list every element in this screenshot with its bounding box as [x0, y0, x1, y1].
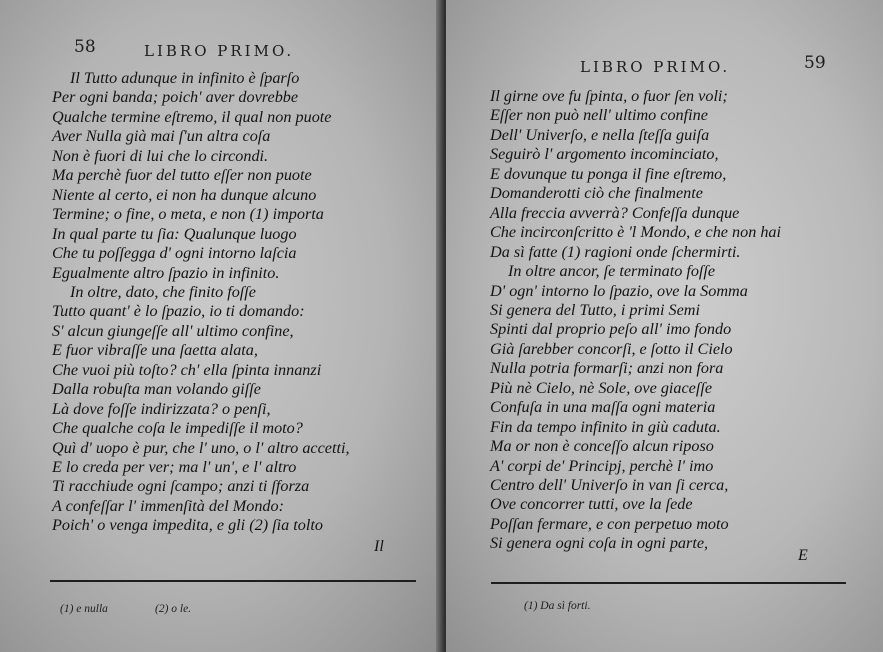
verse-line: Si genera del Tutto, i primi Semi: [490, 300, 700, 319]
verse-line: Da sì fatte (1) ragioni onde ſchermirti.: [490, 242, 741, 261]
verse-line: E lo creda per ver; ma l' un', e l' altro: [52, 458, 297, 476]
verse-line: Nulla potria formarſi; anzi non fora: [490, 359, 724, 378]
verse-line: Il Tutto adunque in infinito è ſparſo: [70, 69, 300, 87]
verse-line: Egualmente altro ſpazio in infinito.: [52, 263, 280, 282]
verse-line: A' corpi de' Principj, perchè l' imo: [490, 456, 714, 475]
verse-line: Già ſarebber concorſi, e ſotto il Cielo: [490, 339, 733, 358]
catchword: E: [798, 547, 808, 564]
verse-line: S' alcun giungeſſe all' ultimo confine,: [52, 321, 294, 340]
verse-line: Ma perchè fuor del tutto eſſer non puote: [52, 166, 312, 185]
verse-line: Ove concorrer tutti, ove la ſede: [490, 495, 693, 514]
verse-line: Tutto quant' è lo ſpazio, io ti domando:: [52, 302, 305, 321]
verse-line: Là dove foſſe indirizzata? o penſi,: [52, 399, 271, 418]
verse-line: Il girne ove fu ſpinta, o fuor ſen voli;: [490, 87, 728, 105]
verse-line: Dalla robuſta man volando giſſe: [52, 380, 261, 399]
verse-line: Ti racchiude ogni ſcampo; anzi ti ſforza: [52, 477, 310, 496]
catchword: Il: [374, 538, 384, 555]
verse-line: Quì d' uopo è pur, che l' uno, o l' altro accetti,: [52, 438, 350, 457]
verse-line: In qual parte tu ſia: Qualunque luogo: [52, 224, 297, 243]
footnote-1: (1) e nulla: [60, 603, 108, 615]
verse-line: Non è fuori di lui che lo circondi.: [52, 146, 269, 165]
verse-line: Termine; o fine, o meta, e non (1) importa: [52, 205, 324, 224]
verse-line: In oltre ancor, ſe terminato foſſe: [508, 262, 716, 281]
verse-line: Per ogni banda; poich' aver dovrebbe: [52, 88, 299, 107]
verse-line: Spinti dal proprio peſo all' imo fondo: [490, 320, 732, 339]
footnote-2: (2) o le.: [155, 603, 192, 615]
verse-line: Eſſer non può nell' ultimo confine: [490, 106, 708, 125]
verse-line: Centro dell' Univerſo in van ſi cerca,: [490, 476, 729, 494]
verse-line: Niente al certo, ei non ha dunque alcuno: [52, 185, 317, 204]
verse-line: Che vuoi più toſto? ch' ella ſpinta innanzi: [52, 360, 322, 379]
footnote-1: (1) Da sì forti.: [524, 600, 591, 612]
page-number: 59: [804, 53, 826, 73]
verse-line: Poich' o venga impedita, e gli (2) ſia tolto: [52, 516, 323, 535]
footnote-rule: [50, 580, 416, 582]
verse-line: E fuor vibraſſe una ſaetta alata,: [52, 341, 258, 360]
verse-line: Fin da tempo infinito in giù caduta.: [490, 417, 721, 436]
page-number: 58: [74, 37, 96, 57]
verse-line: Che tu poſſegga d' ogni intorno laſcia: [52, 244, 297, 263]
verse-line: Qualche termine eſtremo, il qual non puote: [52, 107, 332, 126]
running-head: LIBRO PRIMO.: [580, 58, 731, 76]
verse-line: A confeſſar l' immenſità del Mondo:: [52, 496, 284, 515]
verse-line: D' ogn' intorno lo ſpazio, ove la Somma: [490, 281, 748, 300]
verse-line: Più nè Cielo, nè Sole, ove giaceſſe: [490, 378, 713, 397]
verse-line: In oltre, dato, che finito foſſe: [70, 282, 256, 301]
verse-line: Che incirconſcritto è 'l Mondo, e che non hai: [490, 223, 782, 242]
verse-line: Che qualche coſa le impediſſe il moto?: [52, 419, 303, 438]
running-head: LIBRO PRIMO.: [144, 42, 295, 60]
verse-line: Ma or non è conceſſo alcun riposo: [490, 437, 714, 456]
right-page: [446, 0, 883, 652]
verse-line: Poſſan fermare, e con perpetuo moto: [490, 514, 729, 533]
verse-line: Si genera ogni coſa in ogni parte,: [490, 534, 709, 553]
verse-line: Seguirò l' argomento incominciato,: [490, 145, 719, 164]
verse-line: Domanderotti ciò che finalmente: [490, 184, 703, 203]
verse-line: Dell' Univerſo, e nella ſteſſa guiſa: [490, 125, 710, 144]
footnote-rule: [491, 582, 846, 584]
verse-line: E dovunque tu ponga il fine eſtremo,: [490, 164, 727, 183]
verse-line: Confuſa in una maſſa ogni materia: [490, 398, 716, 417]
verse-line: Aver Nulla già mai ſ'un altra coſa: [52, 127, 271, 146]
verse-line: Alla freccia avverrà? Confeſſa dunque: [490, 203, 740, 222]
